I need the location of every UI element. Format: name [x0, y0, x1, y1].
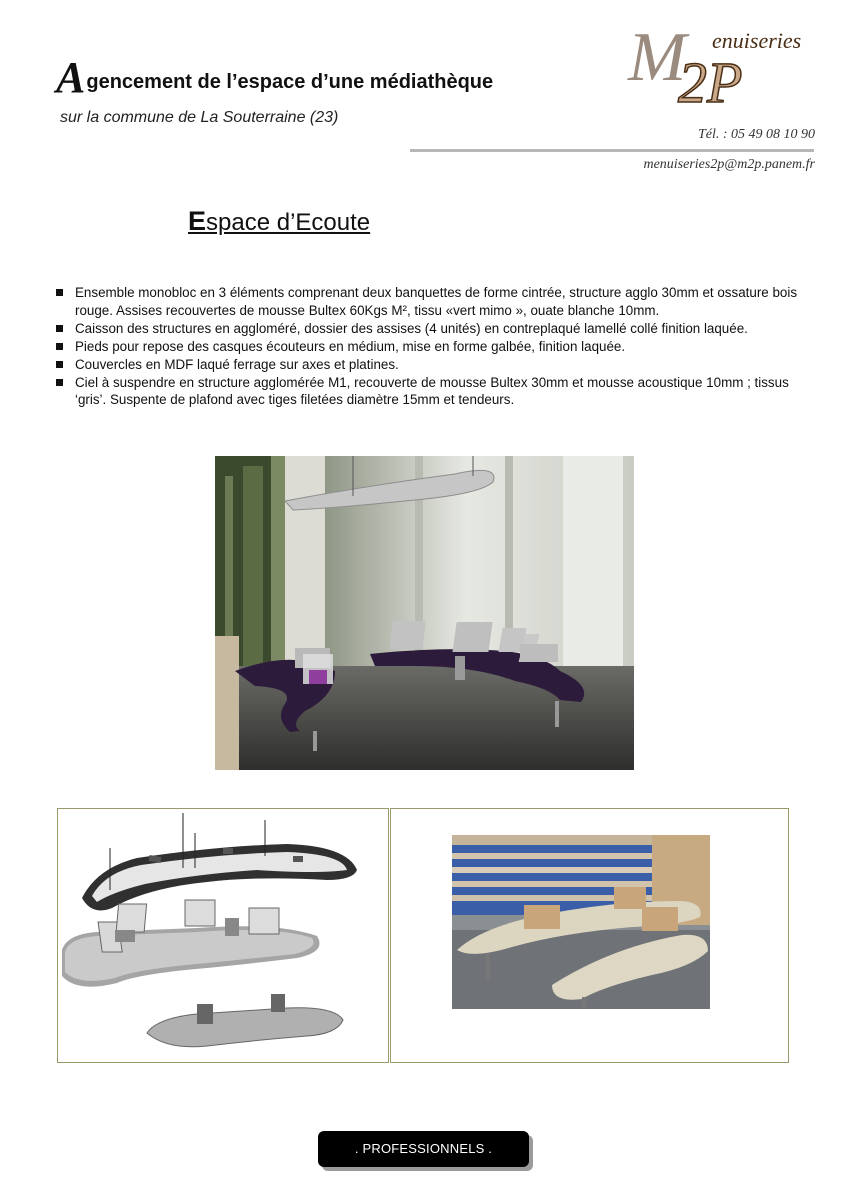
email-address: menuiseries2p@m2p.panem.fr — [643, 157, 815, 172]
section-title — [188, 206, 370, 237]
logo-word: enuiseries — [712, 28, 802, 53]
section-text: space d’Ecoute — [206, 209, 371, 236]
list-item: Caisson des structures en aggloméré, dossier des assises (4 unités) en contreplaqué lamellé collé finition laquée. — [54, 320, 799, 338]
bullet-square-icon — [56, 289, 63, 296]
cad-render-drawing — [57, 808, 387, 1061]
bullet-square-icon — [56, 361, 63, 368]
specification-list — [54, 284, 799, 409]
bullet-square-icon — [56, 343, 63, 350]
section-initial: E — [188, 206, 207, 236]
page-title — [56, 52, 493, 103]
footer-label: . PROFESSIONNELS . — [318, 1131, 529, 1167]
list-item: Ciel à suspendre en structure agglomérée M1, recouverte de mousse Bultex 30mm et mousse acoustique 10mm ; tissus ‘gris’. Suspente de plafond avec tiges filetées diamètre 15mm et tendeurs. — [54, 374, 799, 409]
bullet-square-icon — [56, 379, 63, 386]
list-item: Couvercles en MDF laqué ferrage sur axes et platines. — [54, 356, 799, 374]
list-item: Pieds pour repose des casques écouteurs en médium, mise en forme galbée, finition laquée. — [54, 338, 799, 356]
workshop-photo — [452, 835, 710, 1009]
page-subtitle: sur la commune de La Souterraine (23) — [60, 109, 339, 126]
logo-mark: 2P — [678, 50, 743, 114]
logo-letter-m: M — [628, 19, 687, 96]
listening-area-photo — [215, 456, 634, 770]
list-item: Ensemble monobloc en 3 éléments comprenant deux banquettes de forme cintrée, structure agglo 30mm et ossature bois rouge. Assises recouvertes de mousse Bultex 60Kgs M², tissu «vert mimo », ouate blanche 10mm. — [54, 284, 799, 319]
header-divider — [410, 149, 814, 152]
phone-number: Tél. : 05 49 08 10 90 — [697, 127, 815, 142]
title-text: gencement de l’espace d’une médiathèque — [86, 71, 494, 93]
title-initial: A — [56, 53, 86, 102]
bullet-square-icon — [56, 325, 63, 332]
